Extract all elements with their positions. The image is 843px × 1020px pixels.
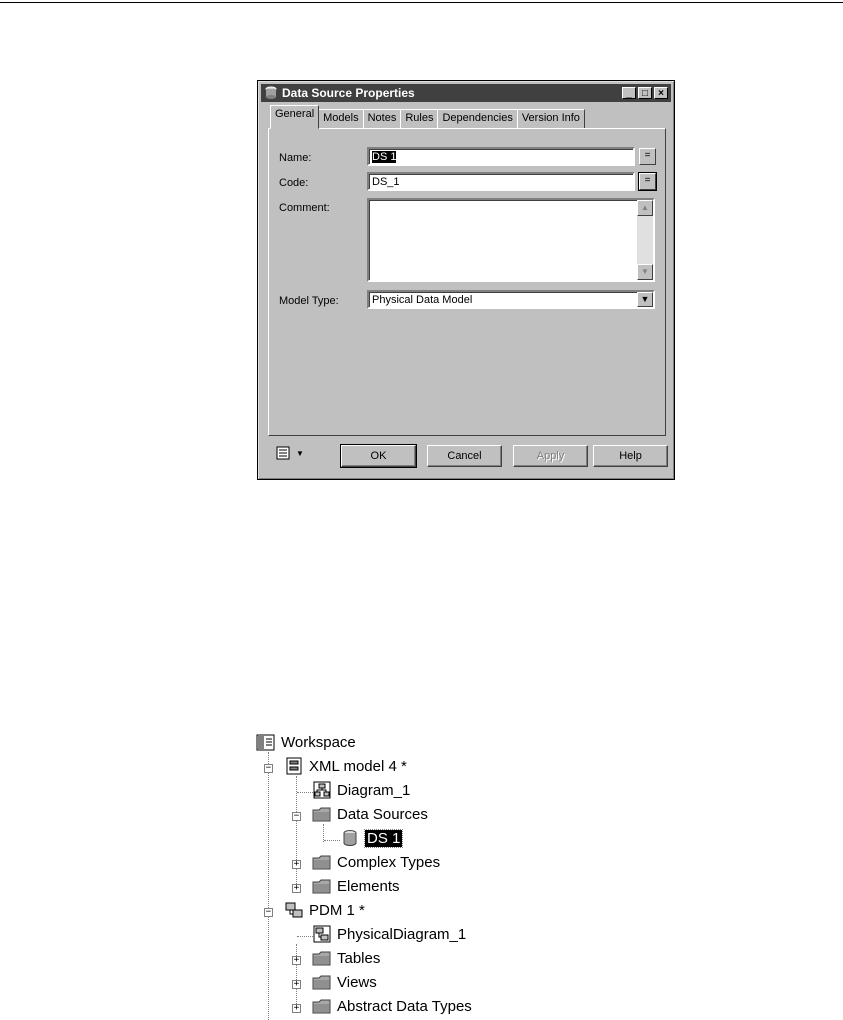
dialog-titlebar[interactable] [261, 84, 671, 102]
tree-node-ds1[interactable] [340, 829, 402, 847]
tree-node-complex-types[interactable] [312, 853, 440, 871]
data-source-properties-dialog [257, 80, 675, 480]
tab-version-info[interactable]: Version Info [517, 109, 585, 129]
dialog-title: Data Source Properties [282, 86, 415, 100]
tree-node-data-sources[interactable] [312, 805, 428, 823]
tree-connector [297, 792, 313, 793]
tree-node-diagram[interactable] [312, 781, 410, 799]
model-type-select[interactable] [367, 290, 655, 309]
diagram-icon [312, 781, 332, 799]
tree-node-views[interactable] [312, 973, 377, 991]
property-menu-button[interactable] [276, 446, 304, 460]
tree-node-xml-model[interactable] [284, 757, 407, 775]
code-eq-button[interactable]: = [639, 173, 656, 190]
ok-button[interactable]: OK [341, 445, 416, 467]
tree-node-label: Workspace [281, 733, 356, 751]
tree-node-label: PDM 1 * [309, 901, 365, 919]
tree-guide-line [268, 752, 269, 1020]
comment-textarea[interactable] [367, 198, 655, 282]
datasource-icon [340, 829, 360, 847]
general-tab-panel [268, 128, 666, 436]
tree-node-physical-diagram[interactable] [312, 925, 466, 943]
tree-node-workspace[interactable] [256, 733, 356, 751]
tree-node-label: Abstract Data Types [337, 997, 472, 1015]
model-type-label: Model Type: [279, 295, 339, 307]
apply-button[interactable]: Apply [513, 445, 588, 467]
workspace-icon [256, 733, 276, 751]
folder-icon [312, 973, 332, 991]
collapse-data-sources-button[interactable]: − [293, 811, 300, 821]
tree-node-label: Elements [337, 877, 400, 895]
collapse-pdm-button[interactable]: − [265, 907, 272, 917]
tree-connector [324, 840, 340, 841]
tab-general[interactable]: General [270, 105, 319, 129]
expand-views-button[interactable]: + [293, 979, 300, 989]
list-icon [276, 446, 290, 460]
datasource-icon [264, 86, 278, 100]
minimize-button[interactable]: _ [622, 87, 636, 99]
code-label: Code: [279, 177, 309, 189]
chevron-down-icon[interactable]: ▼ [637, 292, 653, 307]
name-eq-button[interactable]: = [639, 148, 656, 165]
tab-notes[interactable]: Notes [363, 109, 402, 129]
tree-node-elements[interactable] [312, 877, 400, 895]
dropdown-arrow-icon: ▼ [296, 448, 304, 458]
scroll-down-icon[interactable]: ▼ [637, 264, 653, 280]
tree-node-abstract-data-types[interactable] [312, 997, 472, 1015]
close-button[interactable]: × [654, 87, 668, 99]
page-top-rule [0, 2, 843, 3]
folder-icon [312, 805, 332, 823]
maximize-button[interactable]: □ [638, 87, 652, 99]
tree-node-label: Views [337, 973, 377, 991]
tree-node-label: Diagram_1 [337, 781, 411, 799]
tree-node-label: Complex Types [337, 853, 441, 871]
cancel-button[interactable]: Cancel [427, 445, 502, 467]
code-field[interactable]: DS_1 [367, 172, 635, 191]
comment-scrollbar[interactable] [637, 200, 653, 280]
name-label: Name: [279, 152, 312, 164]
tab-strip [270, 109, 584, 129]
tree-connector [297, 936, 313, 937]
help-button[interactable]: Help [593, 445, 668, 467]
expand-tables-button[interactable]: + [293, 955, 300, 965]
folder-icon [312, 853, 332, 871]
tree-guide-line [296, 944, 297, 1008]
physical-diagram-icon [312, 925, 332, 943]
pdm-icon [284, 901, 304, 919]
collapse-xml-model-button[interactable]: − [265, 763, 272, 773]
folder-icon [312, 949, 332, 967]
expand-elements-button[interactable]: + [293, 883, 300, 893]
xml-model-icon [284, 757, 304, 775]
tree-node-label: Data Sources [337, 805, 428, 823]
tree-node-label: Tables [337, 949, 381, 967]
tree-node-label: PhysicalDiagram_1 [337, 925, 467, 943]
folder-icon [312, 877, 332, 895]
tab-rules[interactable]: Rules [400, 109, 438, 129]
name-field[interactable] [367, 147, 635, 166]
tab-models[interactable]: Models [318, 109, 363, 129]
model-type-value: Physical Data Model [372, 294, 473, 306]
tree-node-pdm[interactable] [284, 901, 365, 919]
name-value: DS 1 [372, 151, 397, 163]
expand-complex-types-button[interactable]: + [293, 859, 300, 869]
expand-abstract-data-types-button[interactable]: + [293, 1003, 300, 1013]
tree-node-label: DS 1 [367, 829, 401, 847]
comment-label: Comment: [279, 202, 330, 214]
tab-dependencies[interactable]: Dependencies [437, 109, 517, 129]
tree-node-tables[interactable] [312, 949, 380, 967]
tree-node-label: XML model 4 * [309, 757, 407, 775]
folder-icon [312, 997, 332, 1015]
scroll-up-icon[interactable]: ▲ [637, 200, 653, 216]
